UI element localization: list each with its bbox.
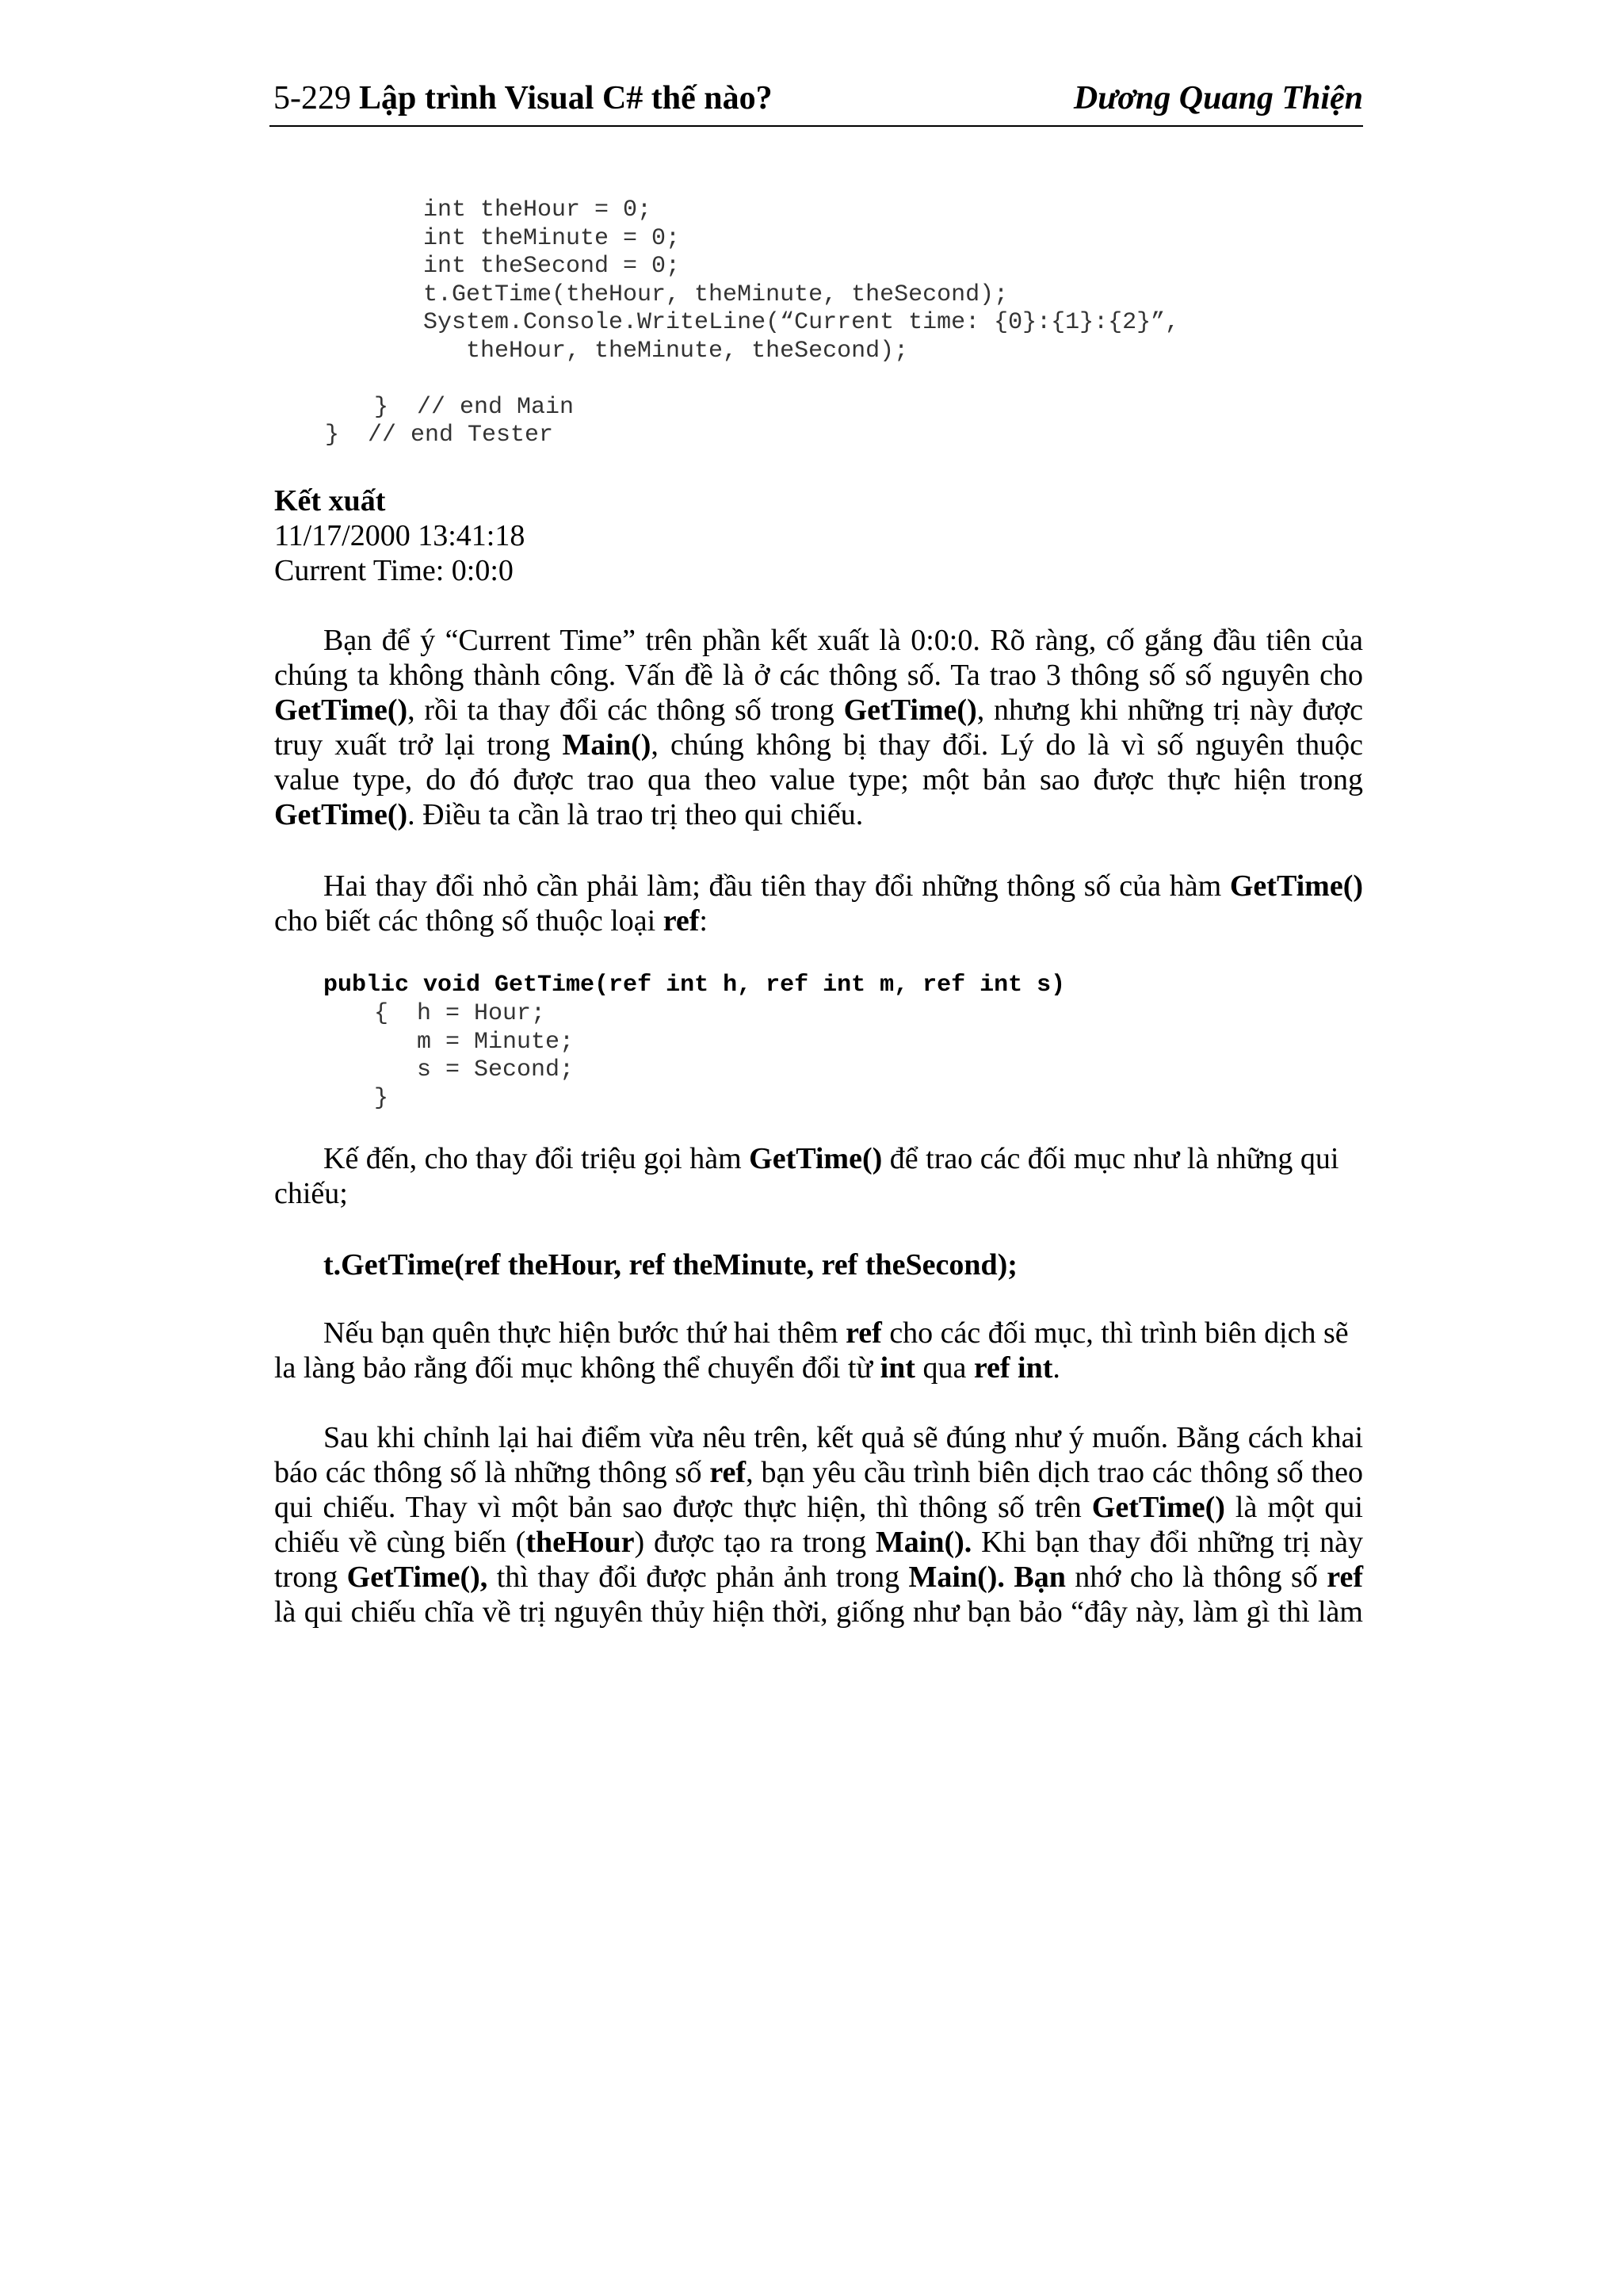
code-line: int theMinute = 0; [423, 225, 681, 252]
text-run: , rồi ta thay đổi các thông số trong [407, 693, 844, 727]
code-line: { h = Hour; [374, 1000, 546, 1027]
text-run: Kế đến, cho thay đổi triệu gọi hàm [323, 1142, 750, 1175]
code-line: theHour, theMinute, theSecond); [423, 338, 909, 365]
keyword: ref [1327, 1561, 1363, 1594]
text-run: cho các đối mục, thì trình biên dịch sẽ [881, 1316, 1349, 1350]
text-run: cho biết các thông số thuộc loại [274, 904, 663, 938]
paragraph-line: chiếu; [274, 1177, 348, 1210]
text-run: qua [915, 1351, 974, 1385]
text-run: trong [274, 1561, 347, 1594]
keyword: int [880, 1351, 915, 1385]
paragraph-line [274, 797, 1363, 832]
code-line: } [374, 1085, 389, 1112]
paragraph [274, 869, 1363, 938]
paragraph-line [274, 1490, 1363, 1525]
text-run: nhớ cho là thông số [1065, 1561, 1327, 1594]
header-left [273, 79, 773, 117]
text-run: , chúng không bị thay đổi. Lý do là vì số nguyên thuộc [651, 728, 1363, 762]
text-run: . [1052, 1351, 1060, 1385]
method-name: Main(). Bạn [908, 1561, 1066, 1594]
method-name: GetTime(), [346, 1561, 488, 1594]
method-name: GetTime() [749, 1142, 883, 1175]
code-line: int theSecond = 0; [423, 253, 681, 280]
paragraph-line [274, 1350, 1363, 1385]
paragraph-line [274, 869, 1363, 904]
paragraph-line: value type, do đó được trao qua theo value type; một bản sao được thực hiện trong [274, 763, 1363, 797]
call-statement: t.GetTime(ref theHour, ref theMinute, ref theSecond); [323, 1248, 1018, 1282]
paragraph-line [274, 1525, 1363, 1560]
text-run: , nhưng khi những trị này được [976, 693, 1363, 727]
text-run: ) được tạo ra trong [634, 1526, 876, 1559]
method-name: GetTime() [1091, 1491, 1225, 1524]
code-line: } // end Tester [325, 422, 554, 449]
keyword: ref [709, 1456, 747, 1489]
code-line: s = Second; [374, 1056, 575, 1083]
method-name: Main() [562, 728, 651, 762]
paragraph-line [274, 693, 1363, 728]
page-number: 5-229 [273, 80, 351, 117]
paragraph-line: là qui chiếu chĩa về trị nguyên thủy hiện thời, giống như bạn bảo “đây này, làm gì thì làm [274, 1595, 1363, 1629]
paragraph-line [274, 1316, 1363, 1350]
page-header [269, 76, 1363, 127]
method-name: GetTime() [1229, 869, 1363, 903]
output-heading: Kết xuất [274, 484, 386, 518]
code-line: t.GetTime(theHour, theMinute, theSecond); [423, 281, 1009, 308]
paragraph-line: Bạn để ý “Current Time” trên phần kết xuất là 0:0:0. Rõ ràng, cố gắng đầu tiên của [323, 624, 1363, 657]
text-run: Nếu bạn quên thực hiện bước thứ hai thêm [323, 1316, 846, 1350]
code-line: } // end Main [374, 394, 575, 421]
paragraph-line: Sau khi chỉnh lại hai điểm vừa nêu trên, kết quả sẽ đúng như ý muốn. Bằng cách khai [323, 1421, 1363, 1454]
author-name: Dương Quang Thiện [1073, 80, 1363, 117]
paragraph-line [274, 1560, 1363, 1595]
paragraph-line [274, 1141, 1363, 1176]
keyword: ref [663, 904, 700, 938]
paragraph-line: chúng ta không thành công. Vấn đề là ở các thông số. Ta trao 3 thông số số nguyên cho [274, 659, 1363, 692]
method-name: GetTime() [843, 693, 977, 727]
text-run: chiếu về cùng biến ( [274, 1526, 526, 1559]
code-signature: public void GetTime(ref int h, ref int m, ref int s) [323, 972, 1066, 999]
variable-name: theHour [525, 1526, 635, 1559]
method-name: GetTime() [274, 693, 408, 727]
output-line: Current Time: 0:0:0 [274, 554, 514, 587]
method-name: GetTime() [274, 798, 408, 831]
keyword: ref int [973, 1351, 1053, 1385]
method-name: Main(). [875, 1526, 972, 1559]
paragraph [274, 1420, 1363, 1629]
text-run: báo các thông số là những thông số [274, 1456, 710, 1489]
text-run: , bạn yêu cầu trình biên dịch trao các thông số theo [746, 1456, 1363, 1489]
text-run: Hai thay đổi nhỏ cần phải làm; đầu tiên thay đổi những thông số của hàm [323, 869, 1230, 903]
paragraph-line [274, 1455, 1363, 1490]
text-run: Khi bạn thay đổi những trị này [972, 1526, 1363, 1559]
output-line: 11/17/2000 13:41:18 [274, 519, 525, 552]
text-run: : [699, 904, 708, 938]
text-run: . Điều ta cần là trao trị theo qui chiếu. [407, 798, 864, 831]
paragraph [274, 1316, 1363, 1385]
text-run: qui chiếu. Thay vì một bản sao được thực hiện, thì thông số trên [274, 1491, 1092, 1524]
text-run: truy xuất trở lại trong [274, 728, 563, 762]
code-line: int theHour = 0; [423, 197, 652, 223]
paragraph-line [274, 728, 1363, 762]
text-run: để trao các đối mục như là những qui [882, 1142, 1339, 1175]
paragraph [274, 623, 1363, 832]
text-run: thì thay đổi được phản ảnh trong [487, 1561, 909, 1594]
text-run: la làng bảo rằng đối mục không thể chuyển đổi từ [274, 1351, 880, 1385]
keyword: ref [846, 1316, 882, 1350]
text-run: là một qui [1224, 1491, 1363, 1524]
paragraph-line [274, 904, 1363, 938]
code-line: m = Minute; [374, 1029, 575, 1056]
code-line: System.Console.WriteLine(“Current time: {0}:{1}:{2}”, [423, 309, 1180, 336]
paragraph [274, 1141, 1363, 1211]
book-title: Lập trình Visual C# thế nào? [359, 80, 773, 117]
